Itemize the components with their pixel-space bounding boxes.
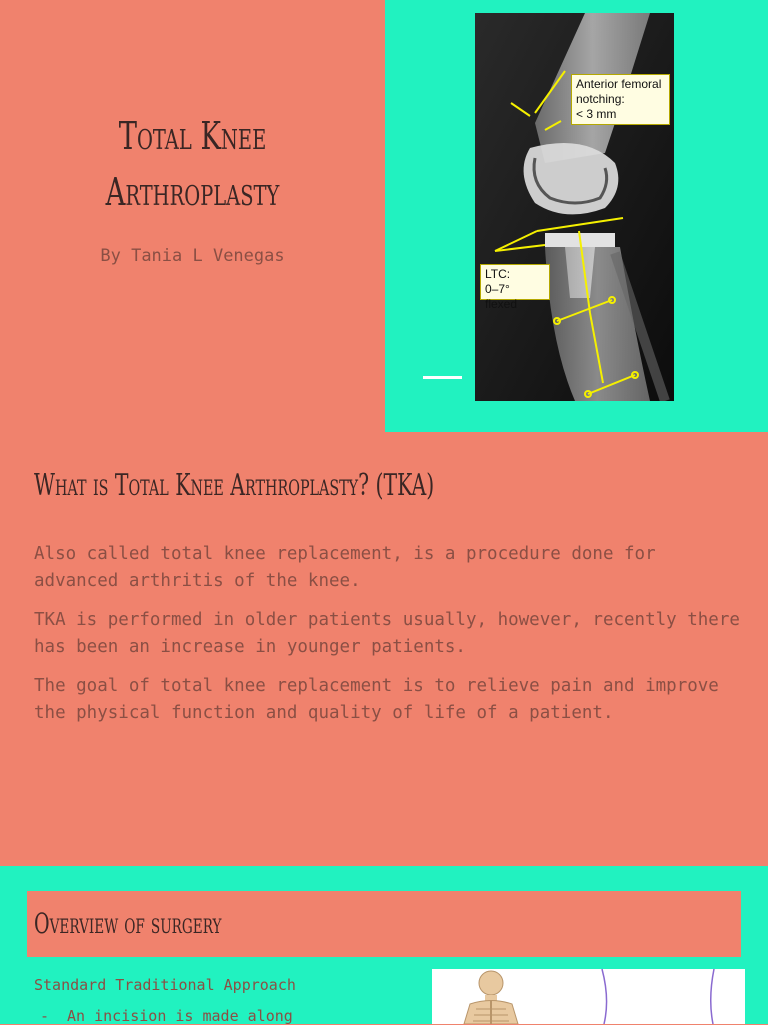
annotation-ltc bbox=[480, 264, 550, 311]
knee-xray-drawing bbox=[475, 13, 674, 401]
list-item bbox=[40, 1007, 293, 1025]
annotation-top-line-3: < 3 mm bbox=[576, 107, 617, 121]
bullet-text: An incision is made along bbox=[67, 1007, 293, 1025]
skeleton-drawing bbox=[432, 969, 745, 1024]
slide-indicator[interactable] bbox=[423, 376, 462, 379]
definition-paragraph-1: Also called total knee replacement, is a procedure done for advanced arthritis of the knee. bbox=[34, 544, 656, 591]
anatomy-image bbox=[432, 969, 745, 1024]
overview-panel bbox=[0, 866, 768, 1024]
overview-heading-bar bbox=[27, 891, 741, 957]
definition-paragraph-3: The goal of total knee replacement is to relieve pain and improve the physical function and quality of life of a patient. bbox=[34, 676, 719, 723]
annotation-top-line-1: Anterior femoral bbox=[576, 77, 662, 91]
section-heading-overview: Overview of surgery bbox=[34, 907, 222, 940]
skull-shape bbox=[479, 971, 503, 995]
definition-text bbox=[34, 541, 744, 739]
annotation-bottom-line-2: 0–7° flexed bbox=[485, 282, 518, 311]
approach-label: Standard Traditional Approach bbox=[34, 976, 296, 994]
definition-paragraph-2: TKA is performed in older patients usually, however, recently there has been an increase in younger patients. bbox=[34, 610, 740, 657]
knee-xray-image bbox=[475, 13, 674, 401]
title-line-1: Total Knee bbox=[118, 114, 267, 158]
annotation-top-line-2: notching: bbox=[576, 92, 625, 106]
page-title bbox=[54, 108, 331, 220]
annotation-bottom-line-1: LTC: bbox=[485, 267, 511, 281]
xray-panel bbox=[385, 0, 768, 432]
annotation-femoral-notching bbox=[571, 74, 670, 125]
title-line-2: Arthroplasty bbox=[105, 170, 280, 214]
section-heading-definition: What is Total Knee Arthroplasty? (TKA) bbox=[34, 468, 435, 503]
title-panel bbox=[0, 0, 385, 432]
author-byline: By Tania L Venegas bbox=[100, 246, 285, 266]
bullet-dash: - bbox=[40, 1007, 50, 1025]
